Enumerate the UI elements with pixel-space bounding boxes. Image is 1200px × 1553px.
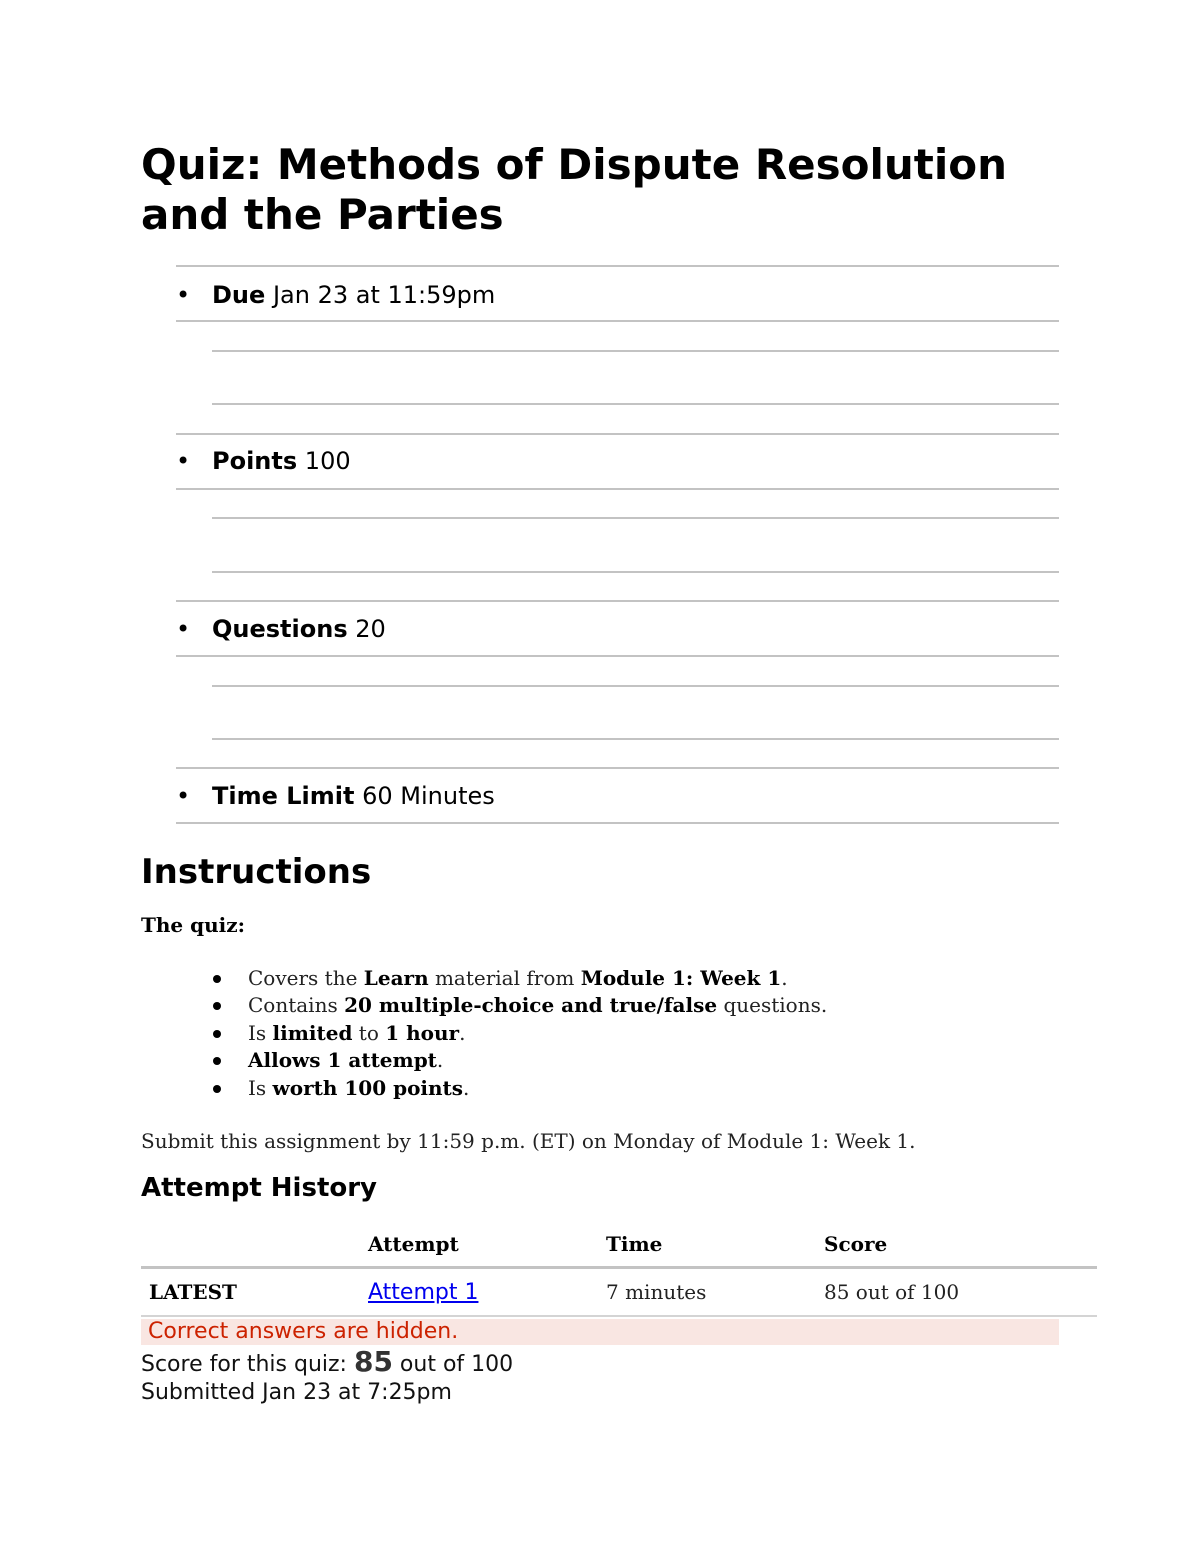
bullet-icon <box>213 1030 221 1038</box>
divider <box>212 517 1059 519</box>
list-item: Is limited to 1 hour. <box>141 1020 827 1047</box>
bullet-icon: • <box>176 447 191 475</box>
attempt-time: 7 minutes <box>606 1280 707 1304</box>
divider <box>176 433 1059 435</box>
divider <box>176 767 1059 769</box>
table-row <box>141 1278 1097 1308</box>
divider <box>212 403 1059 405</box>
quiz-score: Score for this quiz: 85 out of 100 <box>141 1345 514 1378</box>
latest-label: LATEST <box>149 1280 237 1304</box>
divider <box>176 655 1059 657</box>
table-header-rule <box>141 1266 1097 1269</box>
meta-points-value: 100 <box>304 447 351 475</box>
column-header-time: Time <box>606 1232 663 1256</box>
list-item: Is worth 100 points. <box>141 1075 827 1102</box>
meta-points-label: Points <box>212 447 298 475</box>
list-item: Allows 1 attempt. <box>141 1047 827 1074</box>
meta-time-limit-label: Time Limit <box>212 782 355 810</box>
column-header-score: Score <box>824 1232 888 1256</box>
attempt-history-heading: Attempt History <box>141 1173 378 1203</box>
divider <box>212 685 1059 687</box>
table-row-rule <box>141 1315 1097 1317</box>
divider <box>212 350 1059 352</box>
list-item: Contains 20 multiple-choice and true/false questions. <box>141 992 827 1019</box>
instructions-heading: Instructions <box>141 852 372 892</box>
divider <box>176 320 1059 322</box>
alert-text: Correct answers are hidden. <box>148 1319 459 1344</box>
meta-due-value: Jan 23 at 11:59pm <box>272 281 496 309</box>
attempt-score: 85 out of 100 <box>824 1280 960 1304</box>
meta-questions-value: 20 <box>355 615 386 643</box>
bullet-icon <box>213 1002 221 1010</box>
attempt-1-link[interactable]: Attempt 1 <box>368 1280 479 1305</box>
meta-due-label: Due <box>212 281 266 309</box>
divider <box>212 738 1059 740</box>
divider <box>176 265 1059 267</box>
divider <box>176 488 1059 490</box>
submit-note: Submit this assignment by 11:59 p.m. (ET) on Monday of Module 1: Week 1. <box>141 1129 916 1153</box>
bullet-icon: • <box>176 281 191 309</box>
bullet-icon <box>213 1085 221 1093</box>
divider <box>176 600 1059 602</box>
meta-time-limit-value: 60 Minutes <box>362 782 495 810</box>
bullet-icon: • <box>176 615 191 643</box>
list-item: Covers the Learn material from Module 1: Week 1. <box>141 965 827 992</box>
instructions-lead: The quiz: <box>141 913 245 937</box>
bullet-icon <box>213 975 221 983</box>
page-title: Quiz: Methods of Dispute Resolution and the Parties <box>141 140 1008 239</box>
bullet-icon <box>213 1057 221 1065</box>
divider <box>212 571 1059 573</box>
table-header <box>141 1230 1097 1260</box>
submitted-timestamp: Submitted Jan 23 at 7:25pm <box>141 1380 452 1405</box>
divider <box>176 822 1059 824</box>
correct-answers-hidden-alert <box>141 1319 1059 1345</box>
instructions-list <box>141 965 827 1102</box>
column-header-attempt: Attempt <box>368 1232 459 1256</box>
score-value: 85 <box>353 1345 393 1378</box>
meta-questions-label: Questions <box>212 615 348 643</box>
bullet-icon: • <box>176 782 191 810</box>
